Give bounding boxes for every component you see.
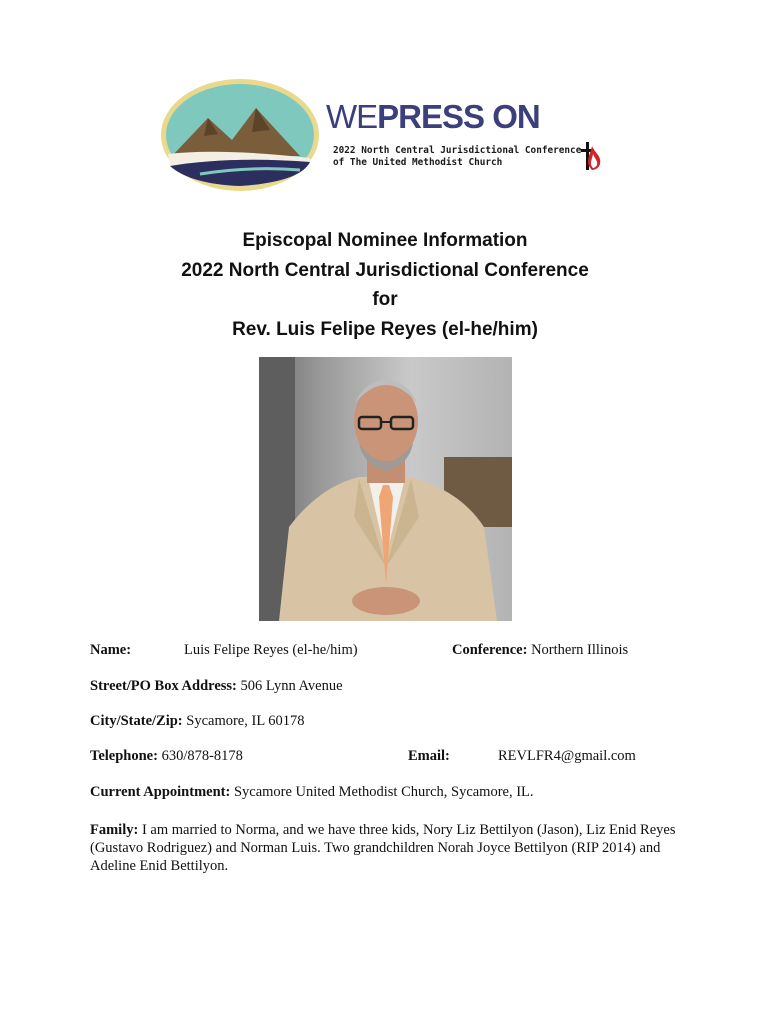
email-label: Email: (408, 748, 450, 764)
title-line-2: 2022 North Central Jurisdictional Conference (181, 259, 589, 281)
conference-label: Conference: (452, 642, 528, 658)
appointment-value: Sycamore United Methodist Church, Sycamore, IL. (233, 784, 534, 800)
brand-subtitle-line2: of The United Methodist Church (333, 157, 503, 168)
title-line-4: Rev. Luis Felipe Reyes (el-he/him) (232, 318, 538, 340)
name-field (90, 641, 131, 659)
telephone-field (90, 747, 243, 765)
brand-press-on: PRESS ON (377, 98, 540, 135)
address-label: Street/PO Box Address: (90, 678, 237, 694)
appointment-label: Current Appointment: (90, 784, 231, 800)
document-title (0, 226, 770, 344)
email-label-field (408, 747, 450, 765)
brand-wordmark (326, 100, 540, 133)
family-label: Family: (90, 822, 139, 838)
name-value: Luis Felipe Reyes (el-he/him) (184, 642, 358, 658)
address-value: 506 Lynn Avenue (240, 678, 343, 694)
name-label: Name: (90, 642, 132, 658)
city-field (90, 712, 305, 730)
cross-and-flame-icon (580, 140, 604, 172)
conference-value: Northern Illinois (531, 642, 629, 658)
title-line-3: for (372, 289, 398, 310)
mountains-river-emblem-icon (160, 78, 320, 193)
title-line-1: Episcopal Nominee Information (242, 230, 528, 251)
address-field (90, 677, 343, 695)
brand-subtitle-line1: 2022 North Central Jurisdictional Conference (333, 145, 582, 156)
city-label: City/State/Zip: (90, 713, 183, 729)
brand-subtitle (333, 145, 581, 169)
conference-field (452, 641, 628, 659)
nominee-portrait-photo (259, 357, 512, 621)
brand-we: WE (326, 98, 378, 135)
city-value: Sycamore, IL 60178 (186, 713, 305, 729)
appointment-field (90, 783, 534, 801)
family-text: I am married to Norma, and we have three kids, Nory Liz Bettilyon (Jason), Liz Enid Reyes (Gustavo Rodriguez) and Norman Luis. Two grandchildren Norah Joyce Bettilyon (RIP 2014) and Adeline Enid Bettilyon. (90, 822, 676, 874)
telephone-label: Telephone: (90, 748, 158, 764)
email-value: REVLFR4@gmail.com (498, 748, 636, 764)
family-paragraph (90, 821, 680, 875)
telephone-value: 630/878-8178 (161, 748, 243, 764)
